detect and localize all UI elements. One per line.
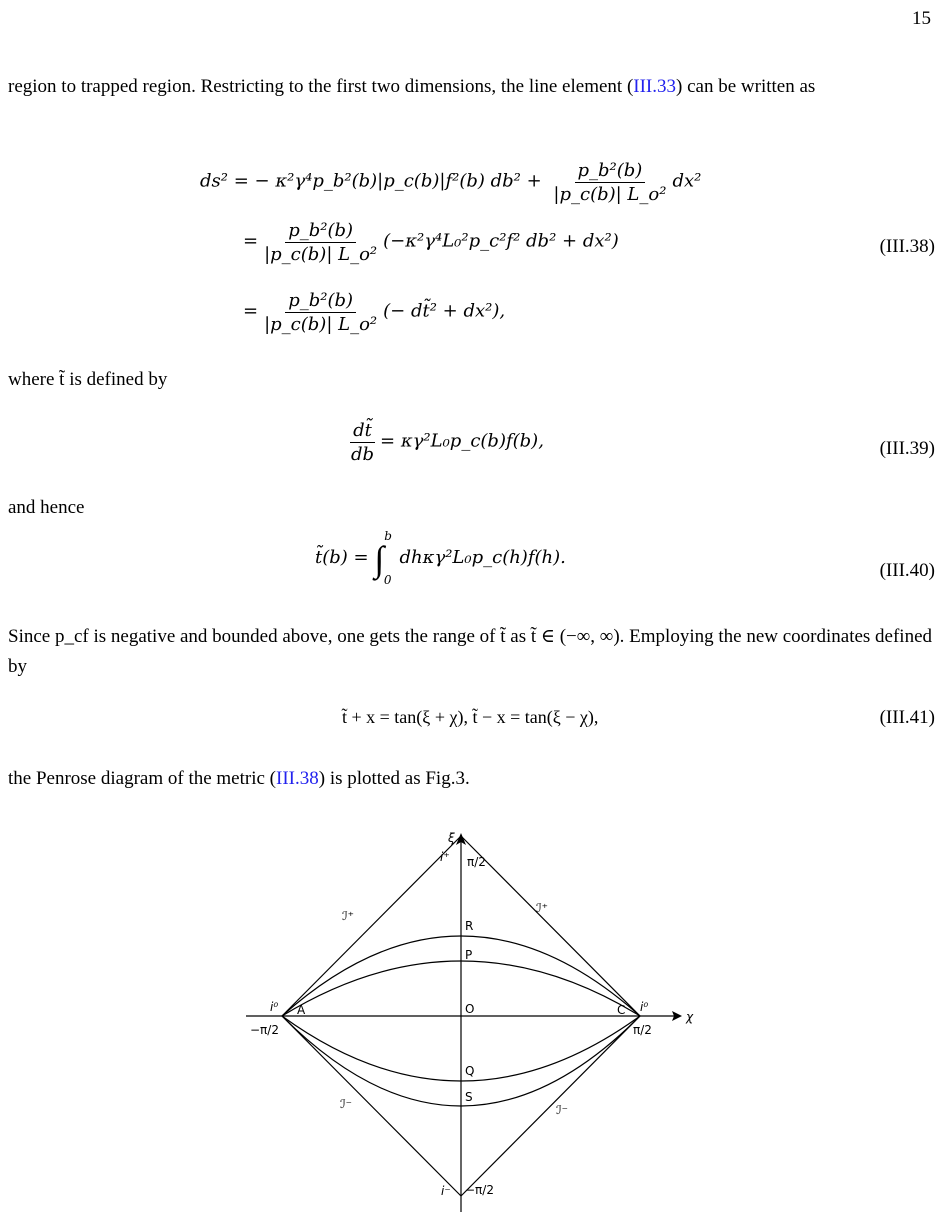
scri-plus-left-boundary (282, 836, 461, 1016)
scri-minus-right-label: ℐ⁻ (556, 1103, 568, 1117)
equation-41: t̃ + x = tan(ξ + χ), t̃ − x = tan(ξ − χ), (342, 707, 599, 727)
eq-term: dx² (672, 170, 702, 192)
point-S-label: S (465, 1090, 473, 1104)
eq-fraction: $\frac{\text{p\_b²(b)}}{\text{|p\_c(b)| L\_o²}}$ (264, 220, 378, 265)
equation-38-line2: = $\frac{\text{p\_b²(b)}}{\text{|p\_c(b)| L\_o²}}$ (−κ²γ⁴L₀²p_c²f² db² + dx²) (243, 220, 619, 265)
point-A-label: A (297, 1003, 306, 1017)
equation-reference-link[interactable]: III.33 (633, 76, 677, 97)
bottom-value-label: −π/2 (465, 1183, 494, 1197)
equation-number: (III.39) (879, 438, 935, 459)
eq-term: − κ²γ⁴p_b²(b)|p_c(b)|f²(b) db² + (254, 170, 548, 192)
i0-right-label: i⁰ (640, 1000, 649, 1014)
i-minus-label: i⁻ (441, 1184, 451, 1198)
right-value-label: π/2 (633, 1023, 652, 1037)
paragraph-text: ) is plotted as Fig.3. (318, 768, 470, 789)
paragraph-hence: and hence (8, 497, 85, 518)
paragraph-text: the Penrose diagram of the metric ( (8, 768, 277, 789)
scri-minus-left-boundary (282, 1016, 461, 1196)
point-O-label: O (465, 1002, 475, 1016)
scri-minus-right-boundary (461, 1016, 640, 1196)
point-R-label: R (465, 919, 474, 933)
eq-fraction: $\frac{dt̃}{db}$ (351, 420, 375, 465)
eq-term: (−κ²γ⁴L₀²p_c²f² db² + dx²) (383, 230, 619, 252)
equation-38-line3: = $\frac{\text{p\_b²(b)}}{\text{|p\_c(b)| L\_o²}}$ (− dt̃² + dx²), (243, 290, 506, 335)
scri-plus-right-label: ℐ⁺ (536, 901, 548, 915)
scri-plus-right-boundary (461, 836, 640, 1016)
paragraph-range: Since p_cf is negative and bounded above, one gets the range of t̃ as t̃ ∈ (−∞, ∞). Employing the new coordinates defined by (8, 626, 933, 677)
chi-axis-label: χ (686, 1010, 694, 1024)
eq-lhs: ds² = (200, 170, 255, 192)
scri-minus-left-label: ℐ⁻ (340, 1097, 352, 1111)
equation-number: (III.41) (879, 707, 935, 728)
equation-number: (III.40) (879, 560, 935, 581)
left-value-label: −π/2 (250, 1023, 279, 1037)
paragraph-text: ) can be written as (676, 76, 816, 97)
xi-axis-label: ξ (448, 831, 455, 845)
integral-sign: ∫ (374, 539, 385, 579)
eq-term: = κγ²L₀p_c(b)f(b), (380, 430, 544, 452)
equation-number: (III.38) (879, 236, 935, 257)
i0-left-label: i⁰ (270, 1000, 279, 1014)
equation-reference-link[interactable]: III.38 (276, 768, 319, 789)
equation-40: t̃(b) = ∫$^b_0$dhκγ²L₀p_c(h)f(h). (315, 529, 566, 587)
eq-lhs: t̃(b) = (315, 547, 375, 569)
paragraph-text: region to trapped region. Restricting to the first two dimensions, the line element ( (8, 76, 634, 97)
point-Q-label: Q (465, 1064, 475, 1078)
eq-term: dhκγ²L₀p_c(h)f(h). (399, 547, 566, 569)
eq-fraction: $\frac{\text{p\_b²(b)}}{\text{|p\_c(b)| L\_o²}}$ (553, 160, 667, 205)
page-number: 15 (912, 8, 931, 29)
scri-plus-left-label: ℐ⁺ (342, 909, 354, 923)
point-C-label: C (617, 1003, 626, 1017)
top-value-label: π/2 (467, 855, 486, 869)
point-P-label: P (465, 948, 473, 962)
paragraph-where: where t̃ is defined by (8, 369, 168, 390)
eq-fraction: $\frac{\text{p\_b²(b)}}{\text{|p\_c(b)| L\_o²}}$ (264, 290, 378, 335)
i-plus-label: i⁺ (440, 850, 450, 864)
eq-term: (− dt̃² + dx²), (383, 300, 506, 322)
